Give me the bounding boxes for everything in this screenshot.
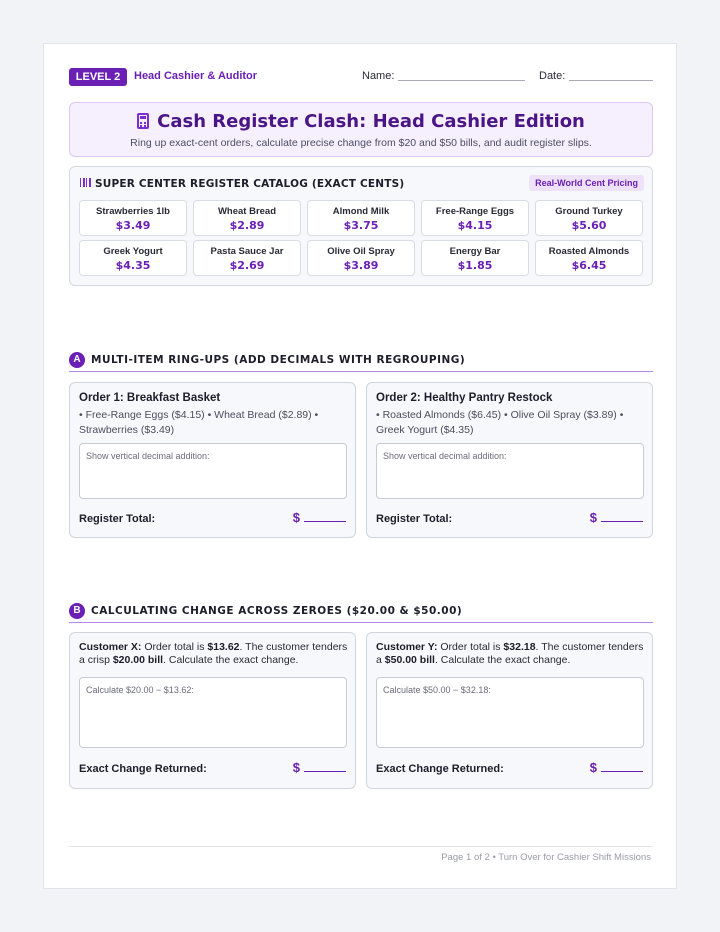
order-title: Order 1: Breakfast Basket <box>79 392 221 404</box>
dollar-sign: $ <box>292 510 300 525</box>
answer-blank[interactable] <box>304 512 346 522</box>
footer-divider <box>69 846 653 847</box>
product-card <box>421 200 529 236</box>
product-name: Free-Range Eggs <box>435 206 515 217</box>
section-b-heading <box>69 603 653 623</box>
product-price: $3.89 <box>343 259 379 272</box>
product-card <box>535 240 643 276</box>
dollar-sign: $ <box>292 760 300 775</box>
page-footer: Page 1 of 2 • Turn Over for Cashier Shift Missions <box>441 852 651 863</box>
product-card <box>307 200 415 236</box>
order-card-1 <box>69 382 356 538</box>
register-catalog <box>69 166 653 286</box>
section-a-heading <box>69 352 653 372</box>
product-name: Ground Turkey <box>555 206 623 217</box>
role-label: Head Cashier & Auditor <box>134 70 258 82</box>
prompt-text: . The customer tenders a crisp <box>79 641 348 666</box>
order-title: Order 2: Healthy Pantry Restock <box>376 392 553 404</box>
answer-blank[interactable] <box>601 512 643 522</box>
product-card <box>421 240 529 276</box>
work-area[interactable] <box>79 677 347 748</box>
customer-name: Customer X: <box>79 641 142 653</box>
prompt-text: Order total is <box>141 641 208 653</box>
product-name: Almond Milk <box>332 206 390 217</box>
page-title: Cash Register Clash: Head Cashier Edition <box>157 111 585 132</box>
section-b-title: CALCULATING CHANGE ACROSS ZEROES ($20.00 & $50.00) <box>91 605 463 617</box>
product-price: $6.45 <box>571 259 607 272</box>
product-card <box>79 240 187 276</box>
tendered-bill: $20.00 bill <box>112 654 164 666</box>
register-total-label: Register Total: <box>79 513 156 525</box>
prompt-text: . The customer tenders a <box>376 641 644 666</box>
work-area[interactable] <box>79 443 347 499</box>
work-hint: Calculate $50.00 − $32.18: <box>383 685 491 695</box>
product-card <box>79 200 187 236</box>
change-answer[interactable] <box>293 760 346 775</box>
section-a-title: MULTI-ITEM RING-UPS (ADD DECIMALS WITH REGROUPING) <box>91 354 466 366</box>
order-total: $13.62 <box>207 641 240 653</box>
product-card <box>193 200 301 236</box>
name-field[interactable] <box>398 80 525 81</box>
section-b-letter: B <box>69 603 85 619</box>
product-price: $4.35 <box>115 259 151 272</box>
product-name: Wheat Bread <box>217 206 277 217</box>
dollar-sign: $ <box>589 760 597 775</box>
customer-name: Customer Y: <box>376 641 438 653</box>
register-total-label: Register Total: <box>376 513 453 525</box>
barcode-icon <box>80 178 91 187</box>
product-name: Roasted Almonds <box>548 246 630 257</box>
dollar-sign: $ <box>589 510 597 525</box>
work-area[interactable] <box>376 443 644 499</box>
product-price: $5.60 <box>571 219 607 232</box>
prompt-text: Order total is <box>437 641 504 653</box>
product-price: $3.75 <box>343 219 379 232</box>
work-area[interactable] <box>376 677 644 748</box>
product-name: Greek Yogurt <box>103 246 163 257</box>
level-badge: LEVEL 2 <box>69 68 127 86</box>
register-total-answer[interactable] <box>293 510 346 525</box>
page-subtitle: Ring up exact-cent orders, calculate precise change from $20 and $50 bills, and audit register slips. <box>130 137 592 149</box>
date-label: Date: <box>539 70 566 82</box>
answer-blank[interactable] <box>304 762 346 772</box>
change-label: Exact Change Returned: <box>79 763 207 775</box>
prompt-text: . Calculate the exact change. <box>434 654 571 666</box>
page-title-row <box>70 111 652 132</box>
tendered-bill: $50.00 bill <box>384 654 435 666</box>
section-a-letter: A <box>69 352 85 368</box>
calculator-icon <box>137 113 149 129</box>
catalog-title-row <box>80 178 404 190</box>
customer-card-y <box>366 632 653 789</box>
product-price: $3.49 <box>115 219 151 232</box>
change-label: Exact Change Returned: <box>376 763 504 775</box>
register-total-answer[interactable] <box>590 510 643 525</box>
pricing-badge: Real-World Cent Pricing <box>529 175 644 191</box>
work-hint: Show vertical decimal addition: <box>86 451 210 461</box>
catalog-title: SUPER CENTER REGISTER CATALOG (EXACT CENTS) <box>95 178 405 190</box>
customer-prompt <box>79 641 351 667</box>
product-price: $2.69 <box>229 259 265 272</box>
product-name: Energy Bar <box>449 246 501 257</box>
name-label: Name: <box>362 70 395 82</box>
title-banner <box>69 102 653 157</box>
change-answer[interactable] <box>590 760 643 775</box>
product-price: $1.85 <box>457 259 493 272</box>
product-card <box>193 240 301 276</box>
product-card <box>535 200 643 236</box>
customer-prompt <box>376 641 648 667</box>
product-name: Olive Oil Spray <box>327 246 395 257</box>
order-items: • Roasted Almonds ($6.45) • Olive Oil Spray ($3.89) • Greek Yogurt ($4.35) <box>376 409 624 436</box>
order-card-2 <box>366 382 653 538</box>
product-grid <box>79 200 644 276</box>
order-items: • Free-Range Eggs ($4.15) • Wheat Bread ($2.89) • Strawberries ($3.49) <box>79 409 319 436</box>
date-field[interactable] <box>569 80 653 81</box>
product-price: $2.89 <box>229 219 265 232</box>
product-name: Strawberries 1lb <box>96 206 170 217</box>
work-hint: Show vertical decimal addition: <box>383 451 507 461</box>
answer-blank[interactable] <box>601 762 643 772</box>
product-name: Pasta Sauce Jar <box>210 246 284 257</box>
product-price: $4.15 <box>457 219 493 232</box>
order-total: $32.18 <box>503 641 536 653</box>
prompt-text: . Calculate the exact change. <box>163 654 299 666</box>
product-card <box>307 240 415 276</box>
work-hint: Calculate $20.00 − $13.62: <box>86 685 194 695</box>
worksheet-page <box>43 43 677 889</box>
customer-card-x <box>69 632 356 789</box>
